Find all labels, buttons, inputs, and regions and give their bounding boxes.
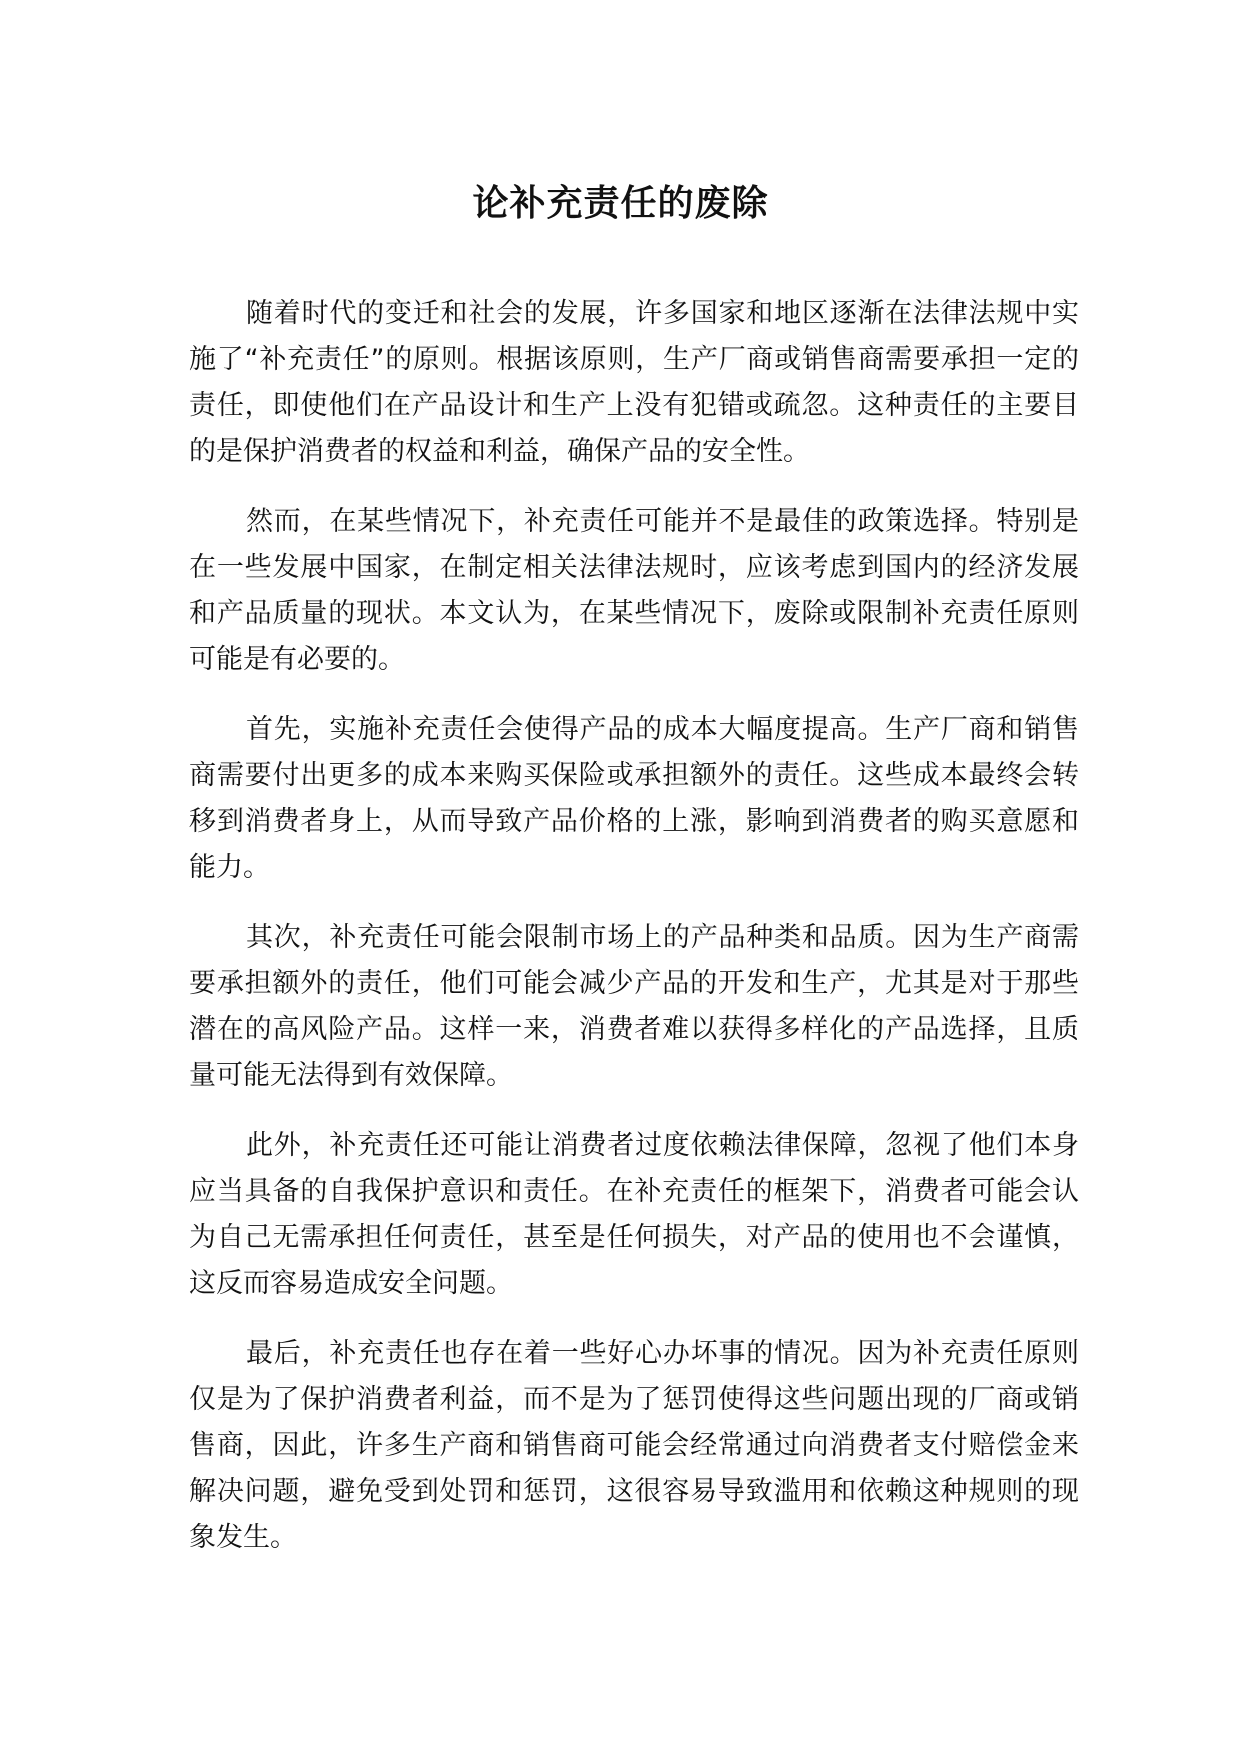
document-body bbox=[189, 291, 1079, 1585]
page-title: 论补充责任的废除 bbox=[472, 183, 769, 224]
paragraph-1: 随着时代的变迁和社会的发展，许多国家和地区逐渐在法律法规中实施了“补充责任”的原则。根据该原则，生产厂商或销售商需要承担一定的责任，即使他们在产品设计和生产上没有犯错或疏忽。这种责任的主要目的是保护消费者的权益和利益，确保产品的安全性。 bbox=[189, 298, 1079, 467]
paragraph-3: 首先，实施补充责任会使得产品的成本大幅度提高。生产厂商和销售商需要付出更多的成本来购买保险或承担额外的责任。这些成本最终会转移到消费者身上，从而导致产品价格的上涨，影响到消费者的购买意愿和能力。 bbox=[189, 714, 1079, 883]
paragraph-6: 最后，补充责任也存在着一些好心办坏事的情况。因为补充责任原则仅是为了保护消费者利益，而不是为了惩罚使得这些问题出现的厂商或销售商，因此，许多生产商和销售商可能会经常通过向消费者支付赔偿金来解决问题，避免受到处罚和惩罚，这很容易导致滥用和依赖这种规则的现象发生。 bbox=[189, 1338, 1079, 1553]
paragraph-5: 此外，补充责任还可能让消费者过度依赖法律保障，忽视了他们本身应当具备的自我保护意识和责任。在补充责任的框架下，消费者可能会认为自己无需承担任何责任，甚至是任何损失，对产品的使用也不会谨慎，这反而容易造成安全问题。 bbox=[189, 1130, 1079, 1299]
paragraph-4: 其次，补充责任可能会限制市场上的产品种类和品质。因为生产商需要承担额外的责任，他们可能会减少产品的开发和生产，尤其是对于那些潜在的高风险产品。这样一来，消费者难以获得多样化的产品选择，且质量可能无法得到有效保障。 bbox=[189, 922, 1079, 1091]
paragraph-2: 然而，在某些情况下，补充责任可能并不是最佳的政策选择。特别是在一些发展中国家，在制定相关法律法规时，应该考虑到国内的经济发展和产品质量的现状。本文认为，在某些情况下，废除或限制补充责任原则可能是有必要的。 bbox=[189, 506, 1079, 675]
